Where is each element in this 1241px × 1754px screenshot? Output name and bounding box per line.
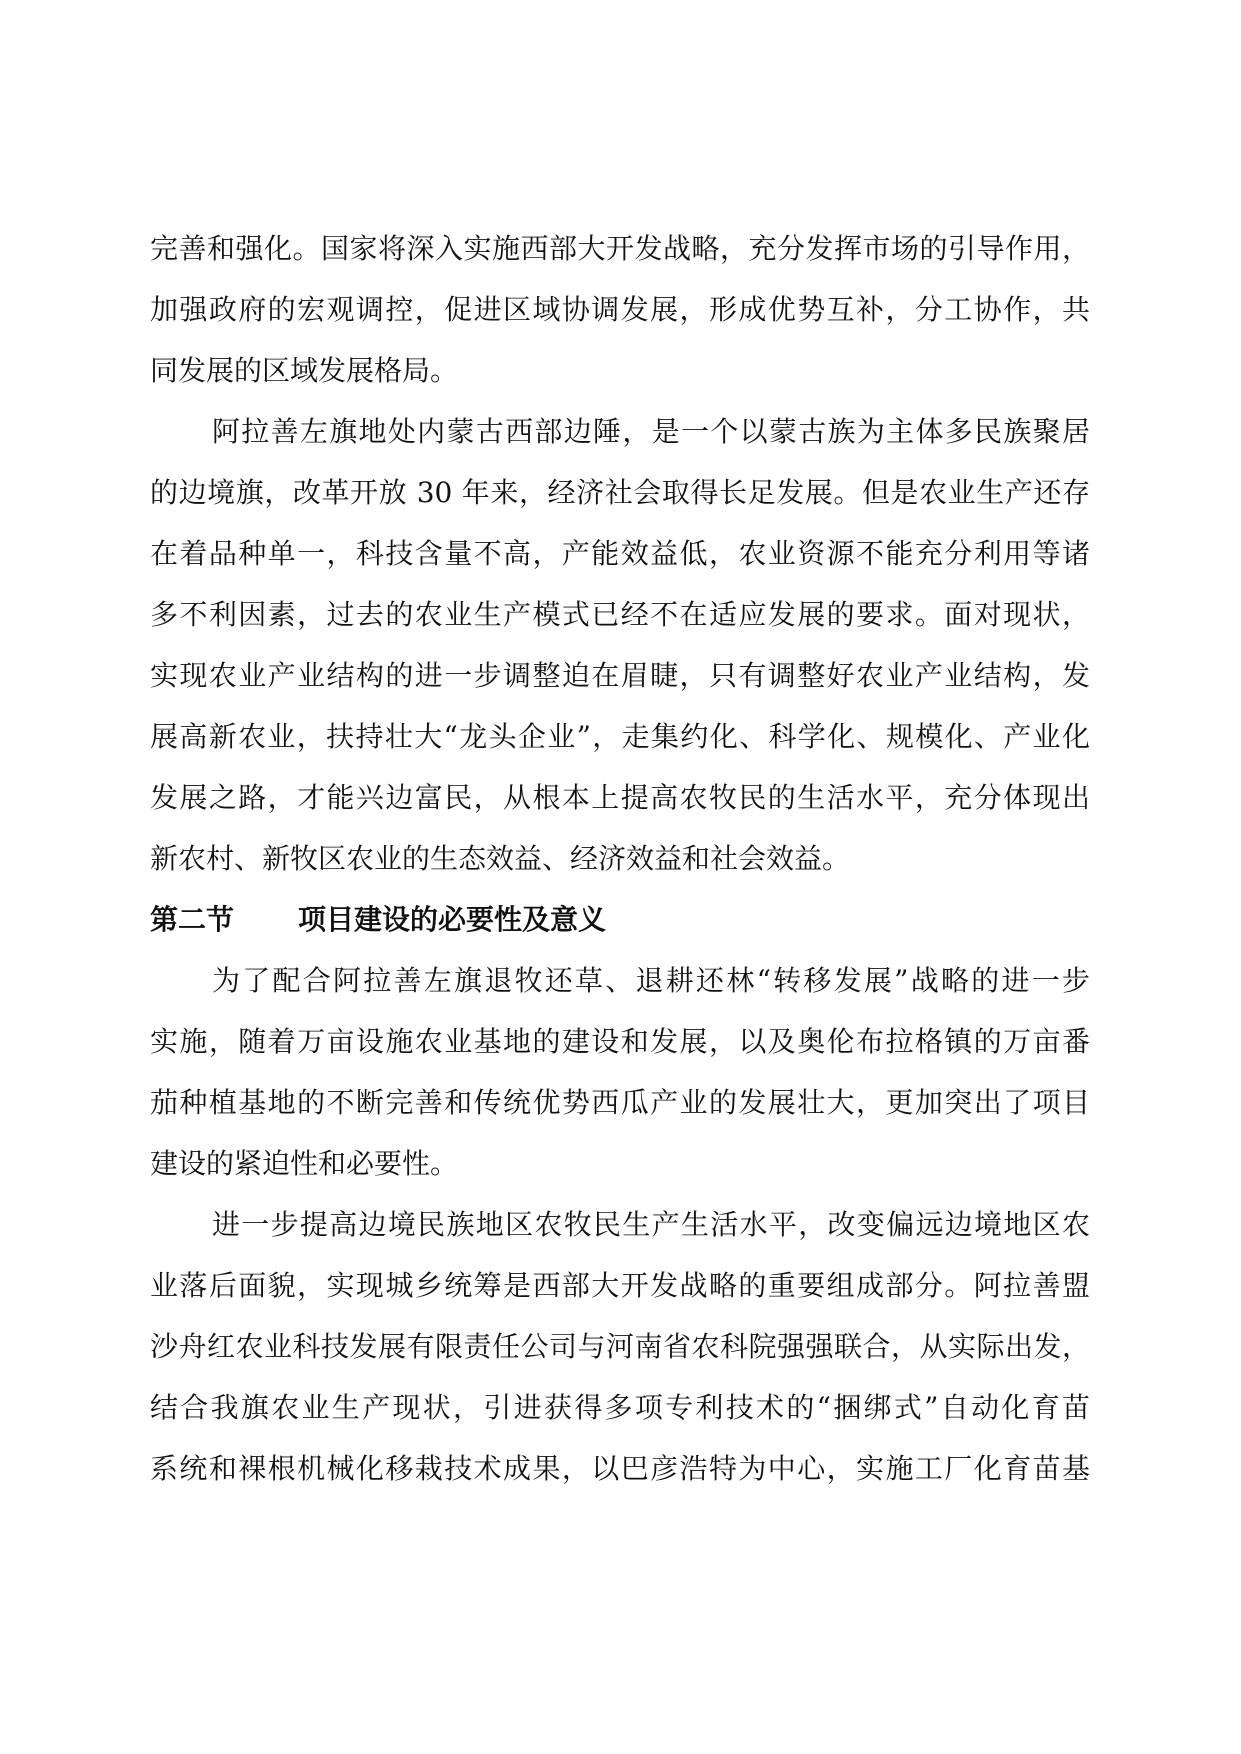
paragraph-line: 系统和裸根机械化移栽技术成果，以巴彦浩特为中心，实施工厂化育苗基 — [150, 1452, 1090, 1485]
paragraph-2 — [150, 401, 1090, 889]
paragraph-line: 实现农业产业结构的进一步调整迫在眉睫，只有调整好农业产业结构，发 — [150, 659, 1090, 692]
paragraph-line: 实施，随着万亩设施农业基地的建设和发展，以及奥伦布拉格镇的万亩番 — [150, 1025, 1090, 1058]
paragraph-line: 建设的紧迫性和必要性。 — [150, 1147, 459, 1180]
paragraph-line: 展高新农业，扶持壮大“龙头企业”，走集约化、科学化、规模化、产业化 — [150, 720, 1090, 753]
paragraph-4 — [150, 1194, 1090, 1499]
paragraph-1 — [150, 218, 1090, 401]
section-heading — [150, 889, 1090, 950]
paragraph-line: 为了配合阿拉善左旗退牧还草、退耕还林“转移发展”战略的进一步 — [212, 964, 1090, 997]
paragraph-line: 结合我旗农业生产现状，引进获得多项专利技术的“捆绑式”自动化育苗 — [150, 1391, 1090, 1424]
paragraph-line: 同发展的区域发展格局。 — [150, 354, 459, 387]
paragraph-line: 发展之路，才能兴边富民，从根本上提高农牧民的生活水平，充分体现出 — [150, 781, 1090, 814]
paragraph-line: 阿拉善左旗地处内蒙古西部边陲，是一个以蒙古族为主体多民族聚居 — [212, 415, 1090, 448]
paragraph-line: 的边境旗，改革开放 30 年来，经济社会取得长足发展。但是农业生产还存 — [150, 476, 1090, 509]
paragraph-line: 新农村、新牧区农业的生态效益、经济效益和社会效益。 — [150, 842, 851, 875]
paragraph-line: 进一步提高边境民族地区农牧民生产生活水平，改变偏远边境地区农 — [212, 1208, 1090, 1241]
paragraph-line: 业落后面貌，实现城乡统筹是西部大开发战略的重要组成部分。阿拉善盟 — [150, 1269, 1090, 1302]
document-body — [150, 218, 1090, 1499]
paragraph-3 — [150, 950, 1090, 1194]
section-title: 项目建设的必要性及意义 — [298, 903, 607, 936]
paragraph-line: 茄种植基地的不断完善和传统优势西瓜产业的发展壮大，更加突出了项目 — [150, 1086, 1090, 1119]
paragraph-line: 完善和强化。国家将深入实施西部大开发战略，充分发挥市场的引导作用， — [150, 232, 1090, 265]
paragraph-line: 沙舟红农业科技发展有限责任公司与河南省农科院强强联合，从实际出发， — [150, 1330, 1090, 1363]
section-number: 第二节 — [150, 903, 235, 936]
paragraph-line: 加强政府的宏观调控，促进区域协调发展，形成优势互补，分工协作，共 — [150, 293, 1090, 326]
paragraph-line: 多不利因素，过去的农业生产模式已经不在适应发展的要求。面对现状， — [150, 598, 1090, 631]
paragraph-line: 在着品种单一，科技含量不高，产能效益低，农业资源不能充分利用等诸 — [150, 537, 1090, 570]
